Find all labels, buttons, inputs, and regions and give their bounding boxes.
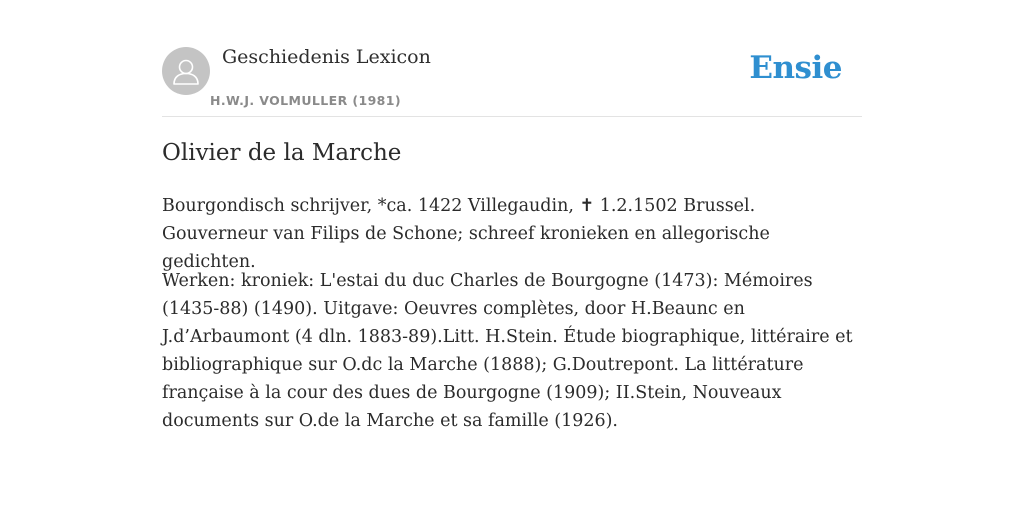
entry-page: [162, 0, 862, 431]
page-title: Olivier de la Marche: [162, 140, 402, 166]
brand-logo[interactable]: Ensie: [749, 50, 842, 86]
entry-paragraph-summary: Bourgondisch schrijver, *ca. 1422 Villegaudin, ✝ 1.2.1502 Brussel. Gouverneur van Filips de Schone; schreef kronieken en allegorische gedichten.: [162, 196, 770, 272]
source-author: H.W.J. VOLMULLER (1981): [210, 93, 401, 108]
avatar[interactable]: [162, 47, 210, 95]
source-title[interactable]: Geschiedenis Lexicon: [222, 46, 431, 68]
user-icon: [162, 47, 210, 95]
entry-paragraph-works: Werken: kroniek: L'estai du duc Charles de Bourgogne (1473): Mémoires (1435-88) (1490). Uitgave: Oeuvres complètes, door H.Beaunc en J.d’Arbaumont (4 dln. 1883-89).Litt. H.Stein. Étude biographique, littéraire et bibliographique sur O.dc la Marche (1888); G.Doutrepont. La littérature française à la cour des dues de Bourgogne (1909); II.Stein, Nouveaux documents sur O.de la Marche et sa famille (1926).: [162, 271, 853, 431]
source-header: [162, 0, 862, 117]
